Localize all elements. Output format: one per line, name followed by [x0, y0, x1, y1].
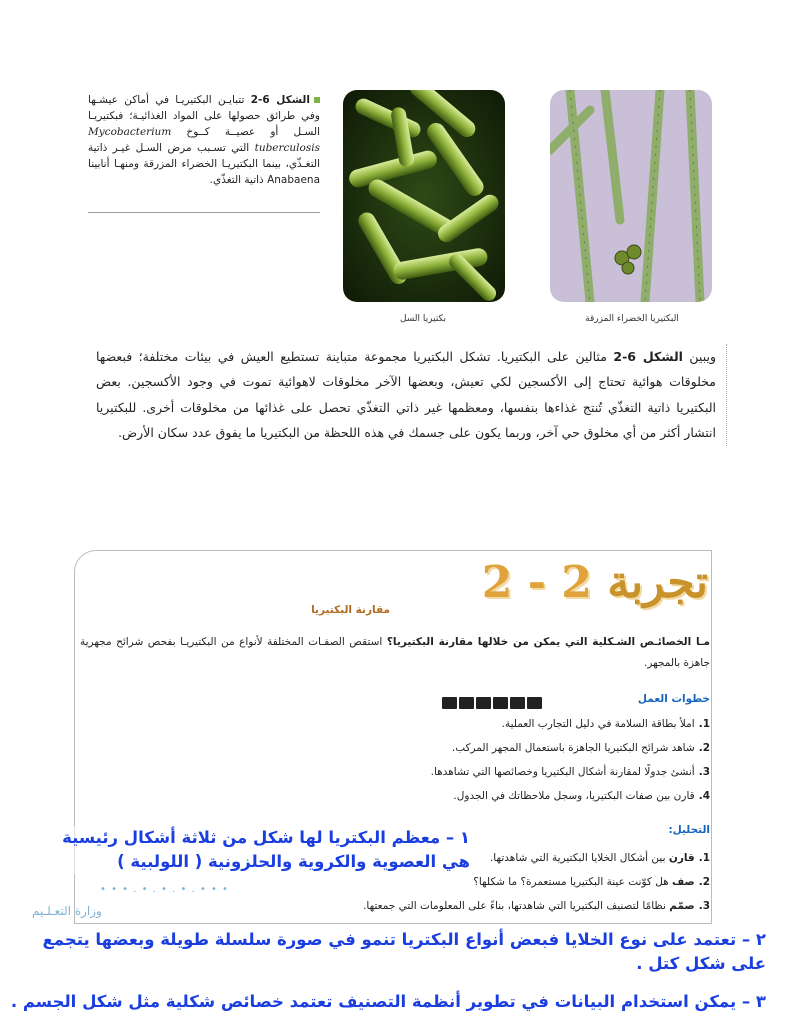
tuberculosis-photo [343, 90, 505, 302]
experiment-title [448, 553, 708, 625]
safety-icon [527, 697, 542, 709]
list-item: 3.أنشئ جدولًا لمقارنة أشكال البكتيريا وخصائصها التي تشاهدها. [430, 766, 710, 778]
list-item: 1.املأ بطاقة السلامة في دليل التجارب العملية. [501, 718, 710, 730]
body-paragraph [96, 344, 727, 446]
answer-2: ٢ – تعتمد على نوع الخلايا فبعض أنواع البكتريا تنمو في صورة سلسلة طويلة وبعضها يتجمع على شكل كتل . [42, 930, 766, 973]
experiment-subtitle: مقارنة البكتيريا [311, 604, 390, 616]
experiment-question [80, 632, 710, 674]
watermark: وزارة التعـلـيم [32, 904, 102, 918]
caption-divider [88, 212, 320, 213]
experiment-title-word: تجربة [607, 557, 708, 608]
list-item: 1.قارن بين أشكال الخلايا البكتيرية التي شاهدتها. [489, 852, 710, 864]
safety-icon [493, 697, 508, 709]
list-item: 2.شاهد شرائح البكتيريا الجاهزة باستعمال المجهر المركب. [451, 742, 710, 754]
safety-icon [442, 697, 457, 709]
safety-icons [440, 692, 542, 711]
safety-icon [459, 697, 474, 709]
question-bold: مـا الخصائـص الشـكلية التي يمكن من خلالها مقارنة البكتيريا؟ [386, 636, 711, 648]
blue-green-bacteria-photo [550, 90, 712, 302]
body-para-prefix: ويبين [682, 349, 716, 364]
caption-label: الشكل 6-2 [250, 94, 310, 106]
body-para-label: الشكل 6-2 [613, 349, 683, 364]
steps-heading: خطوات العمل [637, 693, 710, 705]
body-para-text: مثالين على البكتيريا. تشكل البكتيريا مجموعة متباينة تستطيع العيش في بيئات مختلفة؛ فبعضها مخلوقات هوائية تحتاج إلى الأكسجين لكي تعيش، وبعضها الآخر مخلوقات لاهوائية تموت في وجود الأكسجين. بعض البكتيريا ذاتية التغذّي تُنتج غذاءها بنفسها، ومعظمها غير ذاتي التغذّي تحصل على غذائها من مخلوقات أخرى. للبكتيريا انتشار أكثر من أي مخلوق حي آخر، وربما يكون على جسمك في هذه اللحظة من البكتيريا ما يفوق عدد سكان الأرض. [96, 349, 716, 441]
blue-green-photo-label: البكتيريا الخضراء المزرقة [585, 314, 679, 324]
figure-caption [88, 92, 320, 188]
experiment-title-number: 2 - 2 [481, 557, 592, 608]
answer-1: ١ – معظم البكتريا لها شكل من ثلاثة أشكال رئيسية هي العصوية والكروية والحلزونية ( اللولبية ) [30, 826, 470, 874]
safety-icon [510, 697, 525, 709]
caption-latin-name: Mycobacterium tuberculosis [88, 126, 320, 154]
caption-bullet-icon [314, 97, 320, 103]
caption-text-1: تتبايـن البكتيريـا في أماكن عيشـها وفي طرائق حصولها على المواد الغذائيـة؛ فبكتيريـا السـل أو عصيــة كــوخ [88, 94, 320, 138]
question-text: استقص الصفـات المختلفة لأنواع من البكتيريـا بفحص شرائح مجهرية جاهزة بالمجهر. [80, 636, 710, 669]
tuberculosis-photo-label: بكتيريا السل [399, 314, 447, 324]
list-item: 2.صف هل كوّنت عينة البكتيريا مستعمرة؟ ما شكلها؟ [473, 876, 710, 888]
list-item: 3.صمّم نظامًا لتصنيف البكتيريا التي شاهدتها، بناءً على المعلومات التي جمعتها. [363, 900, 710, 912]
list-item: 4.قارن بين صفات البكتيريا، وسجل ملاحظاتك في الجدول. [453, 790, 710, 802]
steps-list [210, 712, 710, 808]
watermark-dots: • • • . • . • . • . • • • [100, 884, 229, 895]
answer-3: ٣ – يمكن استخدام البيانات في تطوير أنظمة التصنيف تعتمد خصائص شكلية مثل شكل الجسم . [10, 992, 766, 1011]
caption-text-2: التي تسـبب مرض السـل غيـر ذاتية التغـذّي، بينما البكتيريـا الخضراء المزرقة ومنهـا أنابينا Anabaena ذاتية التغذّي. [88, 142, 320, 186]
analysis-heading: التحليل: [668, 824, 710, 836]
safety-icon [476, 697, 491, 709]
